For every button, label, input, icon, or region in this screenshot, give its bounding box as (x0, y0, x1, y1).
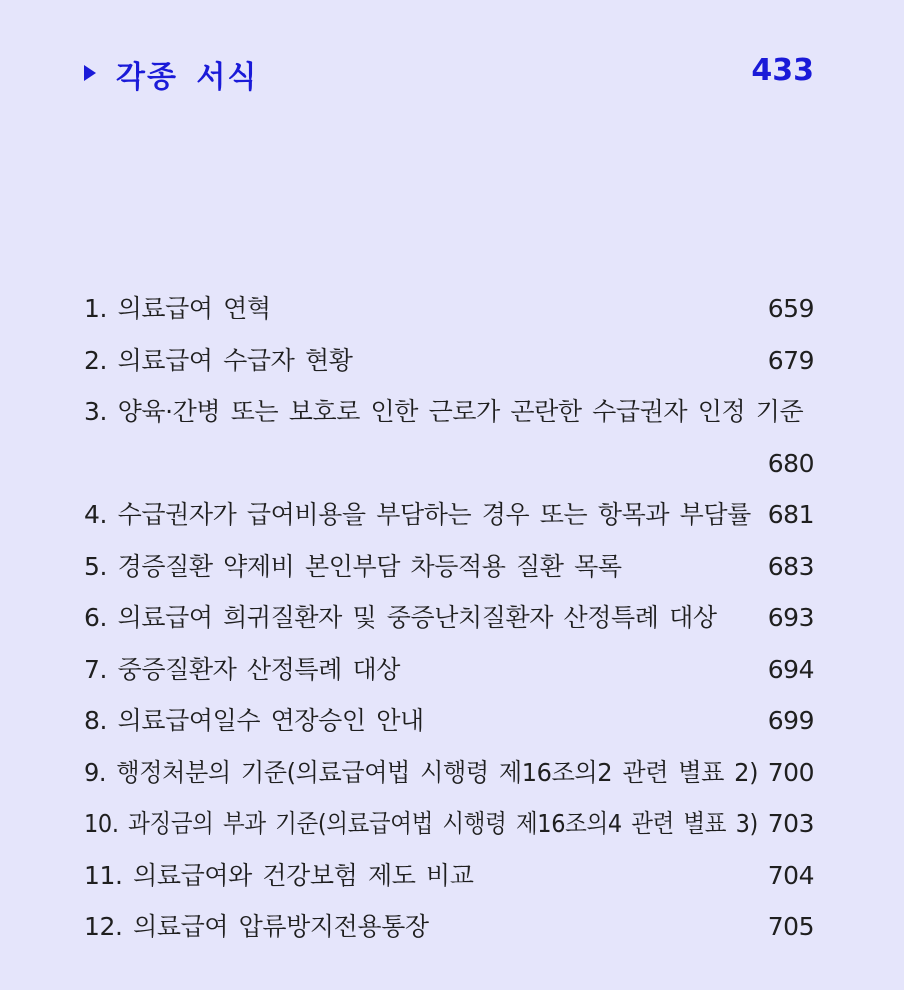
toc-entry-title: 1. 의료급여 연혁 (84, 294, 271, 323)
toc-entry[interactable] (84, 850, 814, 902)
table-of-contents (84, 283, 814, 953)
toc-entry-page: 704 (767, 860, 814, 890)
toc-entry[interactable] (84, 747, 814, 799)
toc-entry[interactable] (84, 489, 814, 541)
toc-entry-page: 694 (767, 654, 814, 684)
toc-entry-title: 6. 의료급여 희귀질환자 및 중증난치질환자 산정특례 대상 (84, 603, 717, 632)
toc-entry[interactable] (84, 541, 814, 593)
toc-entry-page: 679 (767, 345, 814, 375)
toc-entry-title: 12. 의료급여 압류방지전용통장 (84, 912, 429, 941)
toc-entry-page: 703 (767, 809, 814, 838)
toc-entry-page: 700 (767, 757, 814, 787)
toc-entry[interactable] (84, 644, 814, 696)
toc-entry-page: 683 (767, 551, 814, 581)
toc-entry-page: 659 (767, 294, 814, 323)
toc-entry-page: 681 (767, 500, 814, 529)
section-header (84, 48, 814, 98)
toc-entry[interactable] (84, 283, 814, 335)
toc-entry[interactable] (84, 386, 814, 489)
toc-entry-title: 8. 의료급여일수 연장승인 안내 (84, 706, 424, 735)
triangle-right-icon (84, 65, 96, 81)
toc-entry-title: 3. 양육·간병 또는 보호로 인한 근로가 곤란한 수급권자 인정 기준 (84, 397, 804, 426)
toc-entry-title: 10. 과징금의 부과 기준(의료급여법 시행령 제16조의4 관련 별표 3) (84, 809, 758, 838)
toc-entry[interactable] (84, 901, 814, 953)
section-title: 각종 서식 (116, 60, 259, 95)
toc-entry[interactable] (84, 592, 814, 644)
toc-entry[interactable] (84, 798, 814, 850)
toc-entry-page: 699 (767, 706, 814, 735)
toc-entry-title: 11. 의료급여와 건강보험 제도 비교 (84, 860, 474, 890)
toc-entry-page: 680 (767, 448, 814, 478)
toc-entry-title: 2. 의료급여 수급자 현황 (84, 345, 353, 375)
toc-entry-page: 693 (767, 603, 814, 632)
toc-entry[interactable] (84, 335, 814, 387)
toc-entry[interactable] (84, 695, 814, 747)
toc-entry-title: 7. 중증질환자 산정특례 대상 (84, 654, 400, 684)
toc-entry-title: 9. 행정처분의 기준(의료급여법 시행령 제16조의2 관련 별표 2) (84, 757, 759, 787)
toc-entry-title: 4. 수급권자가 급여비용을 부담하는 경우 또는 항목과 부담률 (84, 500, 751, 529)
section-page-number: 433 (751, 53, 814, 88)
toc-entry-title: 5. 경증질환 약제비 본인부담 차등적용 질환 목록 (84, 551, 622, 581)
toc-entry-page: 705 (767, 912, 814, 941)
